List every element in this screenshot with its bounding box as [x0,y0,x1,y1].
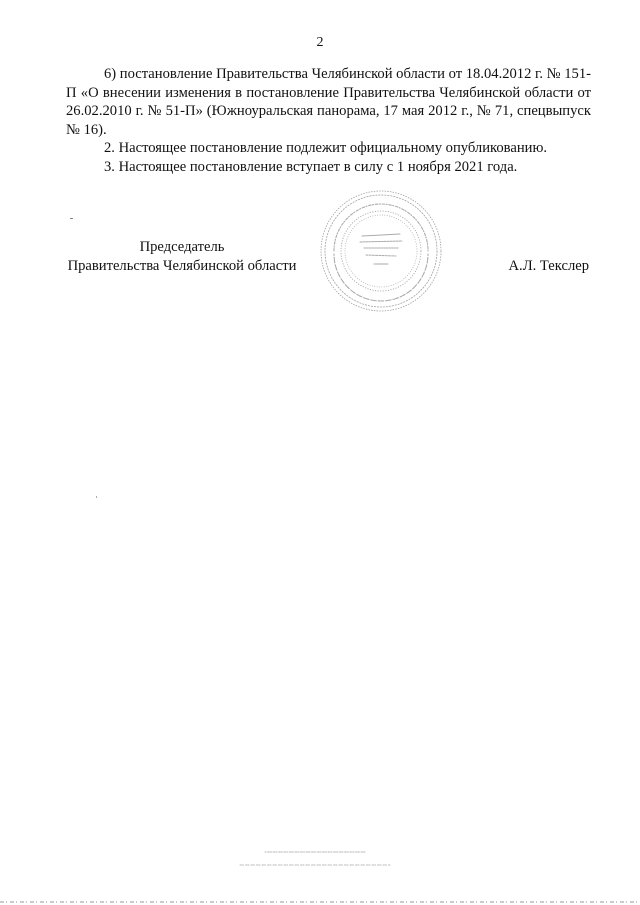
paragraph-item-6: 6) постановление Правительства Челябинской области от 18.04.2012 г. № 151-П «О внесении изменения в постановление Правительства Челябинской области от 26.02.2010 г. № 51-П» (Южноуральская панорама, 17 мая 2012 г., № 71, спецвыпуск № 16). [66,66,592,138]
footer-stamp-icon [230,843,400,879]
scan-edge-line [0,900,640,905]
page-number: 2 [316,35,324,50]
official-seal-icon [318,188,444,314]
signatory-title-line-1: Председатель [139,239,225,255]
scan-mark-dot [96,496,97,498]
document-body [66,65,591,177]
signatory-name: А.Л. Текслер [508,258,589,274]
paragraph-publication: 2. Настоящее постановление подлежит официальному опубликованию. [104,140,548,157]
signatory-title [66,238,298,276]
paragraph-effective-date: 3. Настоящее постановление вступает в силу с 1 ноября 2021 года. [104,158,518,175]
scan-mark [70,218,73,219]
signatory-title-line-2: Правительства Челябинской области [67,258,297,274]
